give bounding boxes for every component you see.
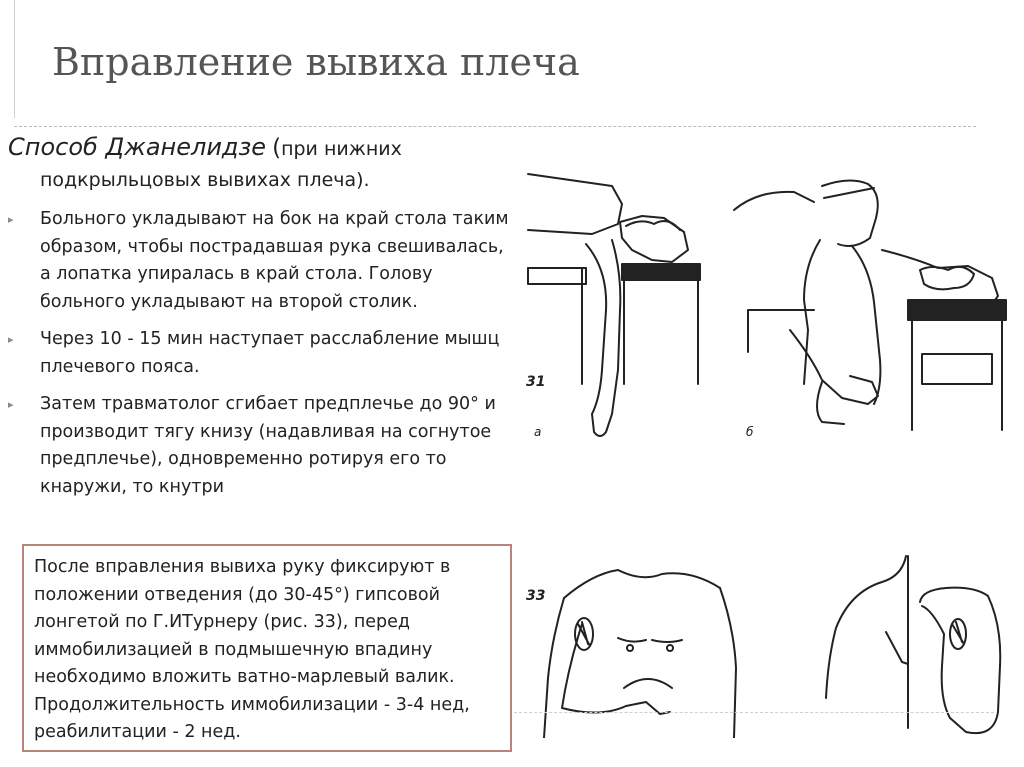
triangle-right-icon: ▸ xyxy=(8,333,14,346)
figure-reduction-illustration xyxy=(522,170,1012,460)
figure-number-33: 33 xyxy=(526,588,546,604)
figure-back-view xyxy=(826,556,1000,733)
left-rule xyxy=(14,0,15,118)
figure-b-drawing xyxy=(734,180,1006,430)
figure-label-a: а xyxy=(534,425,542,439)
note-box xyxy=(22,544,512,752)
triangle-right-icon: ▸ xyxy=(8,213,14,226)
method-name: Способ Джанелидзе xyxy=(8,133,267,161)
list-item xyxy=(8,326,518,381)
figure-cast-illustration xyxy=(522,548,1012,738)
method-condition: при нижних xyxy=(281,138,402,160)
step-text: Через 10 - 15 мин наступает расслабление мышц плечевого пояса. xyxy=(40,329,500,377)
method-paren: ( xyxy=(272,135,282,161)
bottom-divider xyxy=(514,712,994,713)
note-text: После вправления вывиха руку фиксируют в положении отведения (до 30-45°) гипсовой лонгетой по Г.ИТурнеру (рис. 33), перед иммобилизацией в подмышечную впадину необходимо вложить ватно-марлевый валик. Продолжительность иммобилизации - 3-4 нед, реабилитации - 2 нед. xyxy=(34,557,470,742)
slide-title: Вправление вывиха плеча xyxy=(52,40,580,84)
list-item xyxy=(8,391,518,501)
figure-number-31: 31 xyxy=(526,374,546,390)
method-heading xyxy=(8,132,508,196)
figure-a-drawing xyxy=(528,174,700,436)
list-item xyxy=(8,206,518,316)
step-text: Затем травматолог сгибает предплечье до 90° и производит тягу книзу (надавливая на согнутое предплечье), одновременно ротируя его то кнаружи, то кнутри xyxy=(40,394,496,497)
step-text: Больного укладывают на бок на край стола таким образом, чтобы пострадавшая рука свешивалась, а лопатка упиралась в край стола. Голову больного укладывают на второй столик. xyxy=(40,209,509,312)
method-condition-cont: подкрыльцовых вывихах плеча). xyxy=(40,169,370,191)
figure-label-b: б xyxy=(746,425,754,439)
title-divider xyxy=(14,126,976,127)
steps-list xyxy=(8,206,518,511)
triangle-right-icon: ▸ xyxy=(8,398,14,411)
